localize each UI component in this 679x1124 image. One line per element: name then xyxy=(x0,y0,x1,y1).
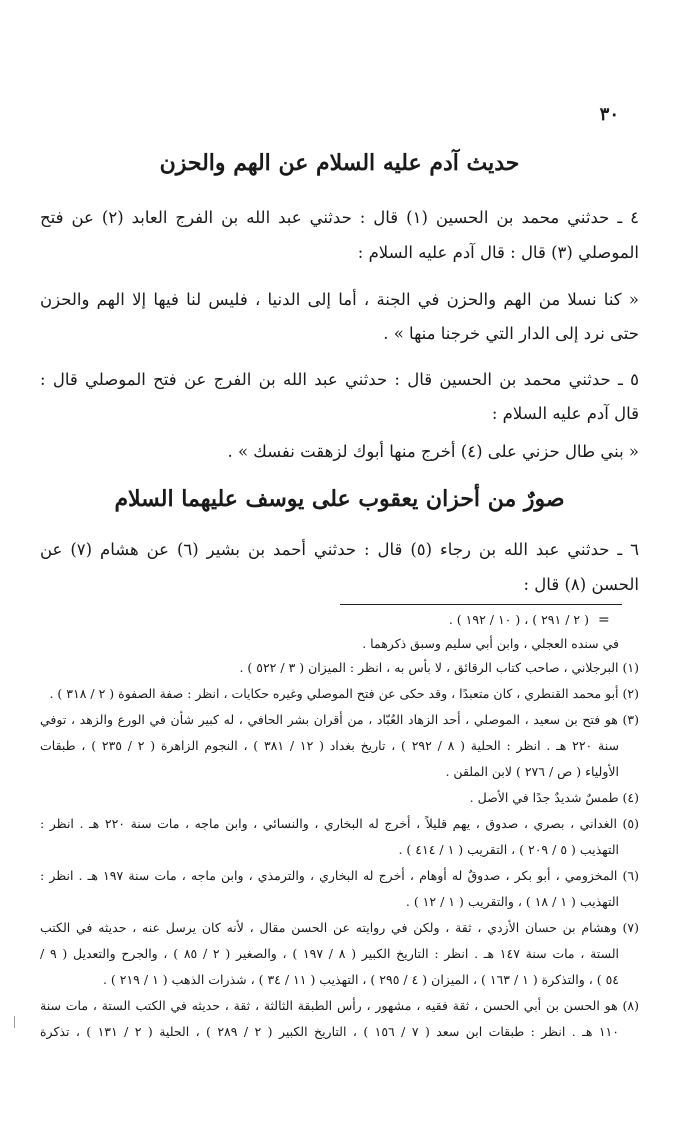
body-line: ٥ ـ حدثني محمد بن الحسين قال : حدثني عبد الله بن الفرج عن فتح الموصلي قال : xyxy=(40,370,639,389)
page-number: ٣٠ xyxy=(599,104,619,125)
footnote-line: (٦) المخزومي ، أبو بكر ، صدوقٌ له أوهام ، أخرج له البخاري ، والترمذي ، وابن ماجه ، مات سنة ١٩٧ هـ . انظر : xyxy=(40,868,639,883)
margin-mark xyxy=(14,1016,15,1028)
footnote-line: (٢) أبو محمد القنطري ، كان متعبدًا ، وقد حكى عن فتح الموصلي وغيره حكايات ، انظر : صفة الصفوة ( ٢ / ٣١٨ ) . xyxy=(49,686,639,701)
footnote-separator xyxy=(340,604,622,605)
footnote-line: (٣) هو فتح بن سعيد ، الموصلي ، أحد الزهاد العُبّاد ، من أقران بشر الحافي ، له كبير شأن في الورع والزهد ، توفي xyxy=(40,712,639,727)
footnote-line: (٤) طمسٌ شديدٌ جدًا في الأصل . xyxy=(469,790,639,805)
footnote-line: التهذيب ( ٥ / ٢٠٩ ) ، التقريب ( ١ / ٤١٤ ) . xyxy=(398,842,619,857)
footnote-line: سنة ٢٢٠ هـ . انظر : الحلية ( ٨ / ٢٩٢ ) ، تاريخ بغداد ( ١٢ / ٣٨١ ) ، النجوم الزاهرة ( ٢ / ٢٣٥ ) ، طبقات xyxy=(40,738,619,753)
section-heading: حديث آدم عليه السلام عن الهم والحزن xyxy=(159,150,520,176)
body-line: « كنا نسلا من الهم والحزن في الجنة ، أما إلى الدنيا ، فليس لنا فيها إلا الهم والحزن xyxy=(40,290,639,309)
footnote-line: التهذيب ( ١ / ١٨ ) ، والتقريب ( ١ / ١٢ ) . xyxy=(405,894,619,909)
footnote-line: ٥٤ ) ، والتذكرة ( ١ / ١٦٣ ) ، الميزان ( ٤ / ٢٩٥ ) ، التهذيب ( ١١ / ٣٤ ) ، شذرات الذهب ( ١ / ٢١٩ ) . xyxy=(102,972,619,987)
body-line: الحسن (٨) قال : xyxy=(523,575,639,594)
footnote-line: (١) البرجلاني ، صاحب كتاب الرقائق ، لا بأس به ، انظر : الميزان ( ٣ / ٥٢٢ ) . xyxy=(239,660,639,675)
body-line: « بني طال حزني على (٤) أخرج منها أبوك لزهقت نفسك » . xyxy=(227,442,639,461)
body-line: الموصلي (٣) قال : قال آدم عليه السلام : xyxy=(357,243,639,262)
body-line: حتى نرد إلى الدار التي خرجنا منها » . xyxy=(383,324,639,343)
footnote-line: (٨) هو الحسن بن أبي الحسن ، ثقة فقيه ، مشهور ، رأس الطبقة الثالثة ، ثقة ، حديثه في الكتب الستة ، مات سنة xyxy=(40,998,639,1013)
footnote-line: (٧) وهشام بن حسان الأزدي ، ثقة ، ولكن في روايته عن الحسن مقال ، لأنه كان يرسل عنه ، حديثه في الكتب xyxy=(40,920,639,935)
footnote-line: الستة ، مات سنة ١٤٧ هـ . انظر : التاريخ الكبير ( ٨ / ١٩٧ ) ، والصغير ( ٢ / ٨٥ ) ، والجرح والتعديل ( ٩ / xyxy=(40,946,620,961)
footnote-line: الأولياء ( ص / ٢٧٦ ) لابن الملقن . xyxy=(445,764,619,779)
footnote-line: (٥) الغداني ، بصري ، صدوق ، يهم قليلاً ، أخرج له البخاري ، والنسائي ، وابن ماجه ، مات سنة ٢٢٠ هـ . انظر : xyxy=(40,816,639,831)
footnote-line: ١١٠ هـ . انظر : طبقات ابن سعد ( ٧ / ١٥٦ ) ، التاريخ الكبير ( ٢ / ٢٨٩ ) ، الحلية ( ٢ / ١٣١ ) ، تذكرة xyxy=(40,1024,619,1039)
body-line: قال آدم عليه السلام : xyxy=(491,404,639,423)
footnote-line: في سنده العجلي ، وابن أبي سليم وسبق ذكرهما . xyxy=(362,636,619,651)
footnote-line: ( ٢ / ٢٩١ ) ، ( ١٠ / ١٩٢ ) . xyxy=(448,612,589,627)
body-line: ٤ ـ حدثني محمد بن الحسين (١) قال : حدثني عبد الله بن الفرج العابد (٢) عن فتح xyxy=(40,208,639,227)
section-heading: صورٌ من أحزان يعقوب على يوسف عليهما السلام xyxy=(114,486,565,512)
body-line: ٦ ـ حدثني عبد الله بن رجاء (٥) قال : حدثني أحمد بن بشير (٦) عن هشام (٧) عن xyxy=(40,540,639,559)
footnote-continuation-mark: = xyxy=(598,612,610,628)
